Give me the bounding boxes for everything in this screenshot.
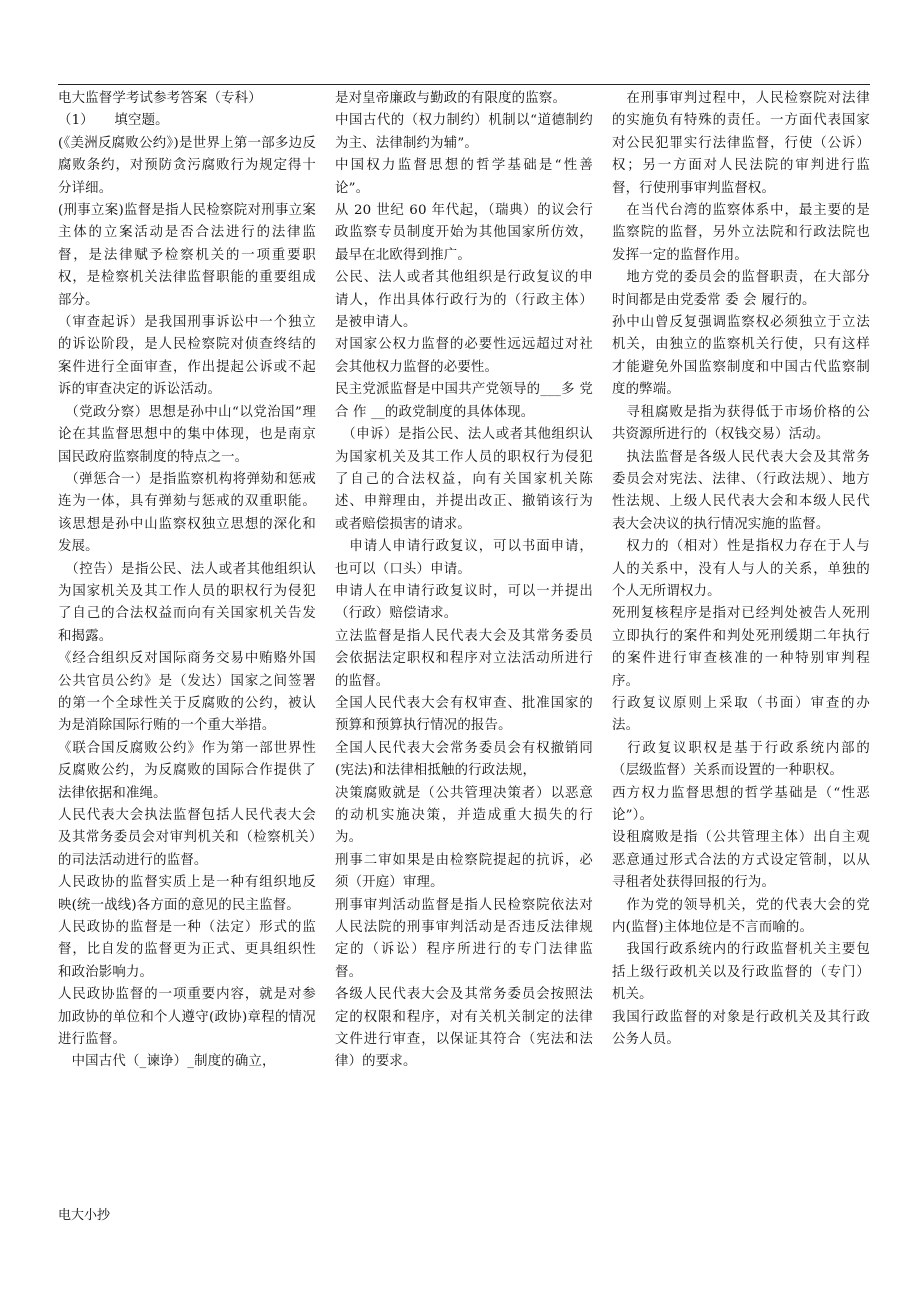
paragraph: 刑事审判活动监督是指人民检察院依法对人民法院的刑事审判活动是否违反法律规定的（诉讼）程序所进行的专门法律监督。 (335, 897, 593, 980)
page-footer: 电大小抄 (58, 1208, 111, 1223)
paragraph: 公民、法人或者其他组织是行政复议的申请人，作出具体行政行为的（行政主体）是被申请人。 (335, 270, 593, 331)
paragraph: 《联合国反腐败公约》作为第一部世界性反腐败公约，为反腐败的国际合作提供了法律依据和准绳。 (58, 740, 316, 801)
paragraph: 人民代表大会执法监督包括人民代表大会及其常务委员会对审判机关和（检察机关）的司法活动进行的监督。 (58, 808, 316, 868)
paragraph: 在当代台湾的监察体系中，最主要的是监察院的监督，另外立法院和行政法院也发挥一定的监督作用。 (612, 203, 870, 263)
paragraph: 从 20 世纪 60 年代起，（瑞典）的议会行政监察专员制度开始为其他国家所仿效，最早在北欧得到推广。 (335, 203, 593, 263)
paragraph: （审查起诉）是我国刑事诉讼中一个独立的诉讼阶段，是人民检察院对侦查终结的案件进行全面审查，作出提起公诉或不起诉的审查决定的诉讼活动。 (58, 315, 316, 398)
paragraph: (《美洲反腐败公约》)是世界上第一部多边反腐败条约，对预防贪污腐败行为规定得十分详细。 (58, 135, 316, 196)
paragraph: 死刑复核程序是指对已经判处被告人死刑立即执行的案件和判处死刑缓期二年执行的案件进行审查核准的一种特别审判程序。 (612, 606, 870, 689)
paragraph: (刑事立案)监督是指人民检察院对刑事立案主体的立案活动是否合法进行的法律监督，是法律赋予检察机关的一项重要职权，是检察机关法律监督职能的重要组成部分。 (58, 203, 316, 308)
paragraph: 我国行政系统内的行政监督机关主要包括上级行政机关以及行政监督的（专门）机关。 (612, 942, 870, 1003)
paragraph: 孙中山曾反复强调监察权必须独立于立法机关，由独立的监察机关行使，只有这样才能避免外国监察制度和中国古代监察制度的弊端。 (612, 315, 870, 398)
section-heading: （1） 填空题。 (58, 113, 169, 129)
paragraph: 寻租腐败是指为获得低于市场价格的公共资源所进行的（权钱交易）活动。 (612, 404, 870, 443)
paragraph: 执法监督是各级人民代表大会及其常务委员会对宪法、法律、（行政法规）、地方性法规、上级人民代表大会和本级人民代表大会决议的执行情况实施的监督。 (612, 449, 870, 532)
paragraph: 设租腐败是指（公共管理主体）出自主观恶意通过形式合法的方式设定管制，以从寻租者处获得回报的行为。 (612, 830, 870, 891)
paragraph: 我国行政监督的对象是行政机关及其行政公务人员。 (612, 1009, 870, 1048)
paragraph: （控告）是指公民、法人或者其他组织认为国家机关及其工作人员的职权行为侵犯了自己的合法权益而向有关国家机关告发和揭露。 (58, 561, 316, 644)
column-right (612, 88, 870, 1074)
paragraph: （弹惩合一）是指监察机构将弹劾和惩戒连为一体，具有弹劾与惩戒的双重职能。该思想是孙中山监察权独立思想的深化和发展。 (58, 471, 316, 555)
paragraph: 各级人民代表大会及其常务委员会按照法定的权限和程序，对有关机关制定的法律文件进行审查，以保证其符合（宪法和法律）的要求。 (335, 987, 593, 1070)
paragraph: 中国古代（_谏诤）_制度的确立， (58, 1054, 276, 1070)
paragraph: 西方权力监督思想的哲学基础是（“性恶论”）。 (612, 785, 870, 823)
paragraph: 中国古代的（权力制约）机制以“道德制约为主、法律制约为辅”。 (335, 113, 593, 151)
paragraph: 立法监督是指人民代表大会及其常务委员会依据法定职权和程序对立法活动所进行的监督。 (335, 628, 593, 689)
paragraph: （党政分察）思想是孙中山“以党治国”理论在其监督思想中的集中体现，也是南京国民政府监察制度的特点之一。 (58, 404, 316, 465)
paragraph: 行政复议职权是基于行政系统内部的（层级监督）关系而设置的一种职权。 (612, 740, 870, 779)
paragraph: 中国权力监督思想的哲学基础是“性善论”。 (335, 158, 593, 196)
document-columns (58, 88, 870, 1074)
column-middle (335, 88, 593, 1074)
paragraph: 人民政协监督的一项重要内容，就是对参加政协的单位和个人遵守(政协)章程的情况进行监督。 (58, 987, 316, 1048)
column-left (58, 88, 316, 1074)
paragraph: 对国家公权力监督的必要性远远超过对社会其他权力监督的必要性。 (335, 337, 593, 375)
paragraph: 人民政协的监督实质上是一种有组织地反映(统一战线)各方面的意见的民主监督。 (58, 875, 316, 913)
paragraph: 行政复议原则上采取（书面）审查的办法。 (612, 695, 870, 734)
paragraph: 刑事二审如果是由检察院提起的抗诉，必须（开庭）审理。 (335, 852, 593, 891)
paragraph: 申请人申请行政复议，可以书面申请，也可以（口头）申请。 (335, 539, 593, 577)
paragraph: 权力的（相对）性是指权力存在于人与人的关系中，没有人与人的关系，单独的个人无所谓权力。 (612, 539, 870, 599)
paragraph: 地方党的委员会的监督职责，在大部分时间都是由党委常 委 会 履行的。 (612, 270, 870, 308)
header-rule (58, 84, 870, 85)
paragraph: 决策腐败就是（公共管理决策者）以恶意的动机实施决策，并造成重大损失的行为。 (335, 785, 593, 846)
paragraph: 全国人民代表大会常务委员会有权撤销同(宪法)和法律相抵触的行政法规， (335, 740, 593, 779)
paragraph: 《经合组织反对国际商务交易中贿赂外国公共官员公约》是（发达）国家之间签署的第一个全球性关于反腐败的公约，被认为是消除国际行贿的一个重大举措。 (58, 651, 316, 734)
paragraph: 全国人民代表大会有权审查、批准国家的预算和预算执行情况的报告。 (335, 695, 593, 734)
paragraph: 人民政协的监督是一种（法定）形式的监督，比自发的监督更为正式、更具组织性和政治影响力。 (58, 920, 316, 980)
paragraph: 民主党派监督是中国共产党领导的___多 党 合 作 __的政党制度的具体体现。 (335, 382, 593, 420)
paragraph: 申请人在申请行政复议时，可以一并提出（行政）赔偿请求。 (335, 583, 593, 622)
paragraph: 作为党的领导机关，党的代表大会的党内(监督)主体地位是不言而喻的。 (612, 897, 870, 936)
paragraph: （申诉）是指公民、法人或者其他组织认为国家机关及其工作人员的职权行为侵犯了自己的合法权益，向有关国家机关陈述、申辩理由，并提出改正、撤销该行为或者赔偿损害的请求。 (335, 427, 593, 532)
doc-title: 电大监督学考试参考答案（专科） (58, 91, 262, 106)
paragraph: 是对皇帝廉政与勤政的有限度的监察。 (335, 91, 567, 106)
paragraph: 在刑事审判过程中，人民检察院对法律的实施负有特殊的责任。一方面代表国家对公民犯罪实行法律监督，行使（公诉）权；另一方面对人民法院的审判进行监督，行使刑事审判监督权。 (612, 91, 870, 196)
